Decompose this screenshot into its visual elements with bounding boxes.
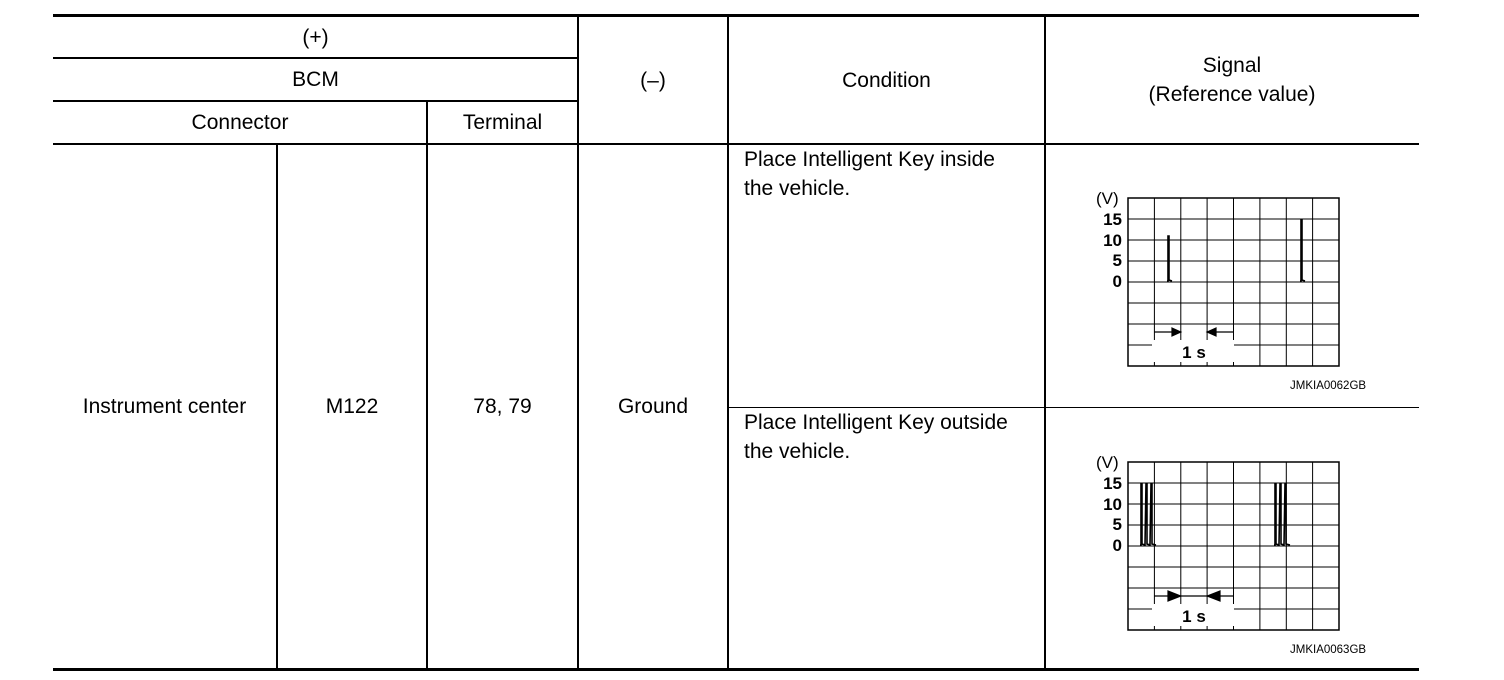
time-span-marker-inside <box>1154 328 1233 336</box>
waveform-inside-svg <box>1090 180 1390 400</box>
unit-label-inside: (V) <box>1096 189 1119 208</box>
header-plus-text: (+) <box>302 25 329 49</box>
ylabel-outside-10: 10 <box>1103 495 1122 514</box>
header-plus <box>53 17 578 57</box>
condition-inside-line2: the vehicle. <box>744 177 851 200</box>
figure-code-outside: JMKIA0063GB <box>1290 644 1367 656</box>
connector-code-text: M122 <box>325 395 379 418</box>
cell-terminal <box>428 145 577 668</box>
cell-condition-inside <box>744 145 1042 407</box>
ylabel-outside-0: 0 <box>1112 536 1122 555</box>
ylabel-outside-5: 5 <box>1112 515 1122 534</box>
cell-condition-outside <box>744 408 1042 668</box>
condition-inside-line1: Place Intelligent Key inside <box>744 148 995 171</box>
condition-outside-line2: the vehicle. <box>744 440 851 463</box>
terminal-text: 78, 79 <box>473 395 532 418</box>
header-bcm <box>53 58 578 100</box>
table-bottom-rule <box>53 668 1419 671</box>
header-connector-text: Connector <box>191 110 289 134</box>
header-connector <box>53 101 427 143</box>
ylabel-inside-5: 5 <box>1112 251 1122 270</box>
waveform-outside-pulses <box>1140 484 1290 545</box>
signal-waveform-inside <box>1090 180 1390 400</box>
ylabel-outside-15: 15 <box>1103 474 1122 493</box>
ylabel-inside-15: 15 <box>1103 210 1122 229</box>
header-minus-text: (–) <box>640 68 666 92</box>
condition-outside-line1: Place Intelligent Key outside <box>744 411 1008 434</box>
ylabel-inside-0: 0 <box>1112 272 1122 291</box>
header-signal-subtext: (Reference value) <box>1148 83 1316 106</box>
header-terminal <box>427 101 578 143</box>
connector-name-text: Instrument center <box>82 395 247 418</box>
unit-label-outside: (V) <box>1096 453 1119 472</box>
header-condition <box>728 17 1045 143</box>
time-label-outside: 1 s <box>1182 607 1206 626</box>
header-minus <box>578 17 728 143</box>
header-terminal-text: Terminal <box>462 110 543 134</box>
header-bcm-text: BCM <box>292 67 339 91</box>
minus-text: Ground <box>617 395 689 418</box>
cell-connector-code <box>278 145 426 668</box>
waveform-inside-pulses <box>1167 220 1305 281</box>
time-label-inside: 1 s <box>1182 343 1206 362</box>
time-span-marker-outside <box>1154 591 1233 601</box>
header-signal <box>1045 17 1419 143</box>
signal-waveform-outside <box>1090 444 1390 664</box>
waveform-outside-svg <box>1090 444 1390 664</box>
cell-minus <box>579 145 727 668</box>
header-condition-text: Condition <box>842 68 931 92</box>
ylabel-inside-10: 10 <box>1103 231 1122 250</box>
figure-code-inside: JMKIA0062GB <box>1290 380 1367 392</box>
header-signal-text: Signal <box>1202 54 1262 77</box>
cell-connector-name <box>53 145 276 668</box>
